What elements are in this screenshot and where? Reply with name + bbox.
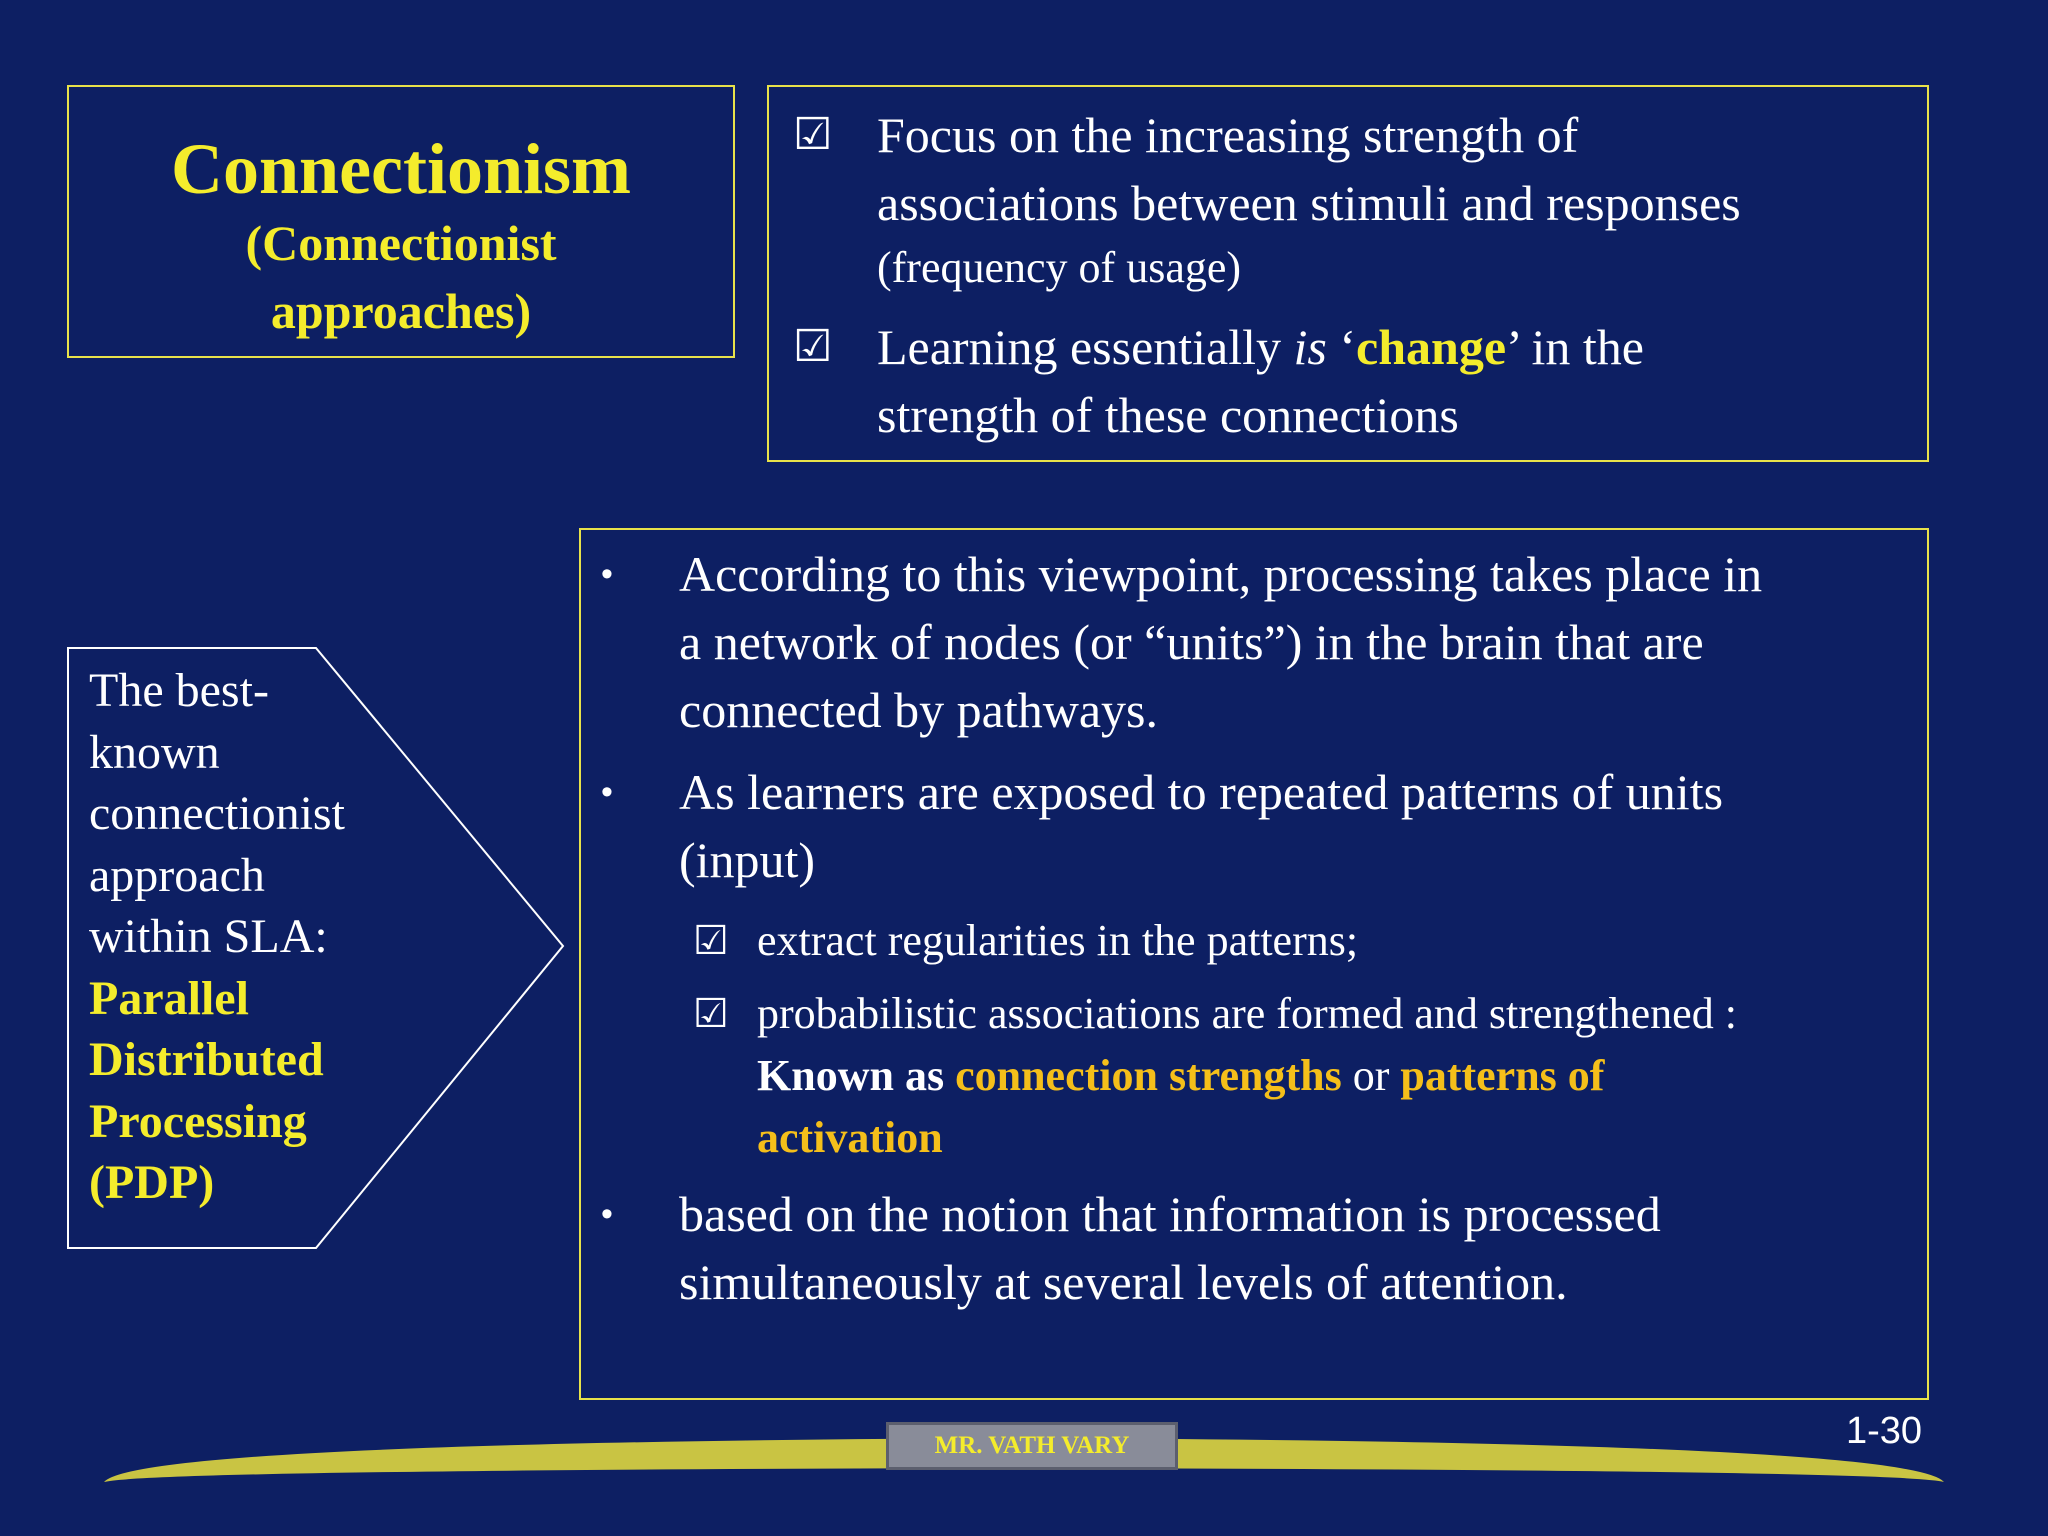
pdp-line-1: The best- (89, 664, 269, 717)
definition-item-1-line3: (frequency of usage) (877, 243, 1242, 292)
definition-item-2 (793, 313, 1907, 449)
known-as-text: Known as (757, 1051, 956, 1100)
bullet-1-line3: connected by pathways. (679, 682, 1159, 738)
pdp-line-2: known (89, 725, 220, 779)
presenter-label: MR. VATH VARY (886, 1422, 1178, 1470)
title-box (67, 85, 735, 358)
sub-item-2-line2 (757, 1045, 1911, 1107)
pdp-callout-text (89, 660, 409, 1214)
bullet-1-line1: According to this viewpoint, processing takes place in (679, 546, 1763, 602)
bullet-3-line2: simultaneously at several levels of attention. (679, 1254, 1568, 1310)
pdp-highlight-2: Distributed (89, 1033, 324, 1086)
bullet-icon: • (601, 773, 613, 811)
bullet-2-line1: As learners are exposed to repeated patterns of units (679, 764, 1724, 820)
bullet-2-line2: (input) (679, 832, 816, 888)
item2-text-change: change (1356, 319, 1507, 375)
checkbox-icon: ☑ (693, 918, 729, 964)
checkbox-icon: ☑ (793, 321, 833, 372)
bullet-icon: • (601, 555, 613, 593)
slide-subtitle-line2: approaches) (270, 283, 532, 339)
item2-text-is: is (1293, 319, 1327, 375)
definition-item-2-line1 (877, 313, 1907, 381)
pdp-line-4: approach (89, 848, 265, 902)
checkbox-icon: ☑ (793, 109, 833, 160)
page-number: 1-30 (1846, 1410, 1923, 1452)
item2-text-c: ’ in the (1506, 319, 1644, 375)
bullet-icon: • (601, 1195, 613, 1233)
sub-item-2 (581, 983, 1911, 1169)
pdp-highlight-4: (PDP) (89, 1156, 215, 1209)
definition-box (767, 85, 1929, 462)
pdp-highlight-3: Processing (89, 1094, 307, 1148)
sub-item-1 (581, 910, 1911, 972)
slide-title: Connectionism (170, 129, 632, 209)
slide-subtitle-line1: (Connectionist (245, 215, 557, 271)
pdp-line-5: within SLA: (89, 910, 328, 963)
checkbox-icon: ☑ (693, 991, 729, 1037)
bullet-3 (581, 1180, 1911, 1316)
pdp-line-3: connectionist (89, 787, 345, 840)
sub-item-2-line1: probabilistic associations are formed and strengthened : (757, 989, 1737, 1038)
sub-item-2-line3: activation (757, 1113, 943, 1162)
main-content-box (579, 528, 1929, 1400)
bullet-3-line1: based on the notion that information is processed (679, 1186, 1661, 1242)
connection-strengths-text: connection strengths (955, 1051, 1342, 1100)
or-text: or (1341, 1051, 1401, 1100)
bullet-1 (581, 540, 1911, 744)
item2-text-b: ‘ (1326, 319, 1357, 375)
definition-item-2-line2: strength of these connections (877, 387, 1459, 443)
definition-item-1-line1: Focus on the increasing strength of (877, 107, 1579, 163)
definition-item-1 (793, 101, 1907, 299)
bullet-1-line2: a network of nodes (or “units”) in the brain that are (679, 614, 1704, 670)
bullet-2 (581, 758, 1911, 894)
pdp-highlight-1: Parallel (89, 971, 249, 1025)
definition-item-1-line2: associations between stimuli and responses (877, 175, 1741, 231)
sub-item-1-text: extract regularities in the patterns; (757, 916, 1359, 965)
item2-text-a: Learning essentially (877, 319, 1294, 375)
patterns-of-text: patterns of (1400, 1051, 1605, 1100)
